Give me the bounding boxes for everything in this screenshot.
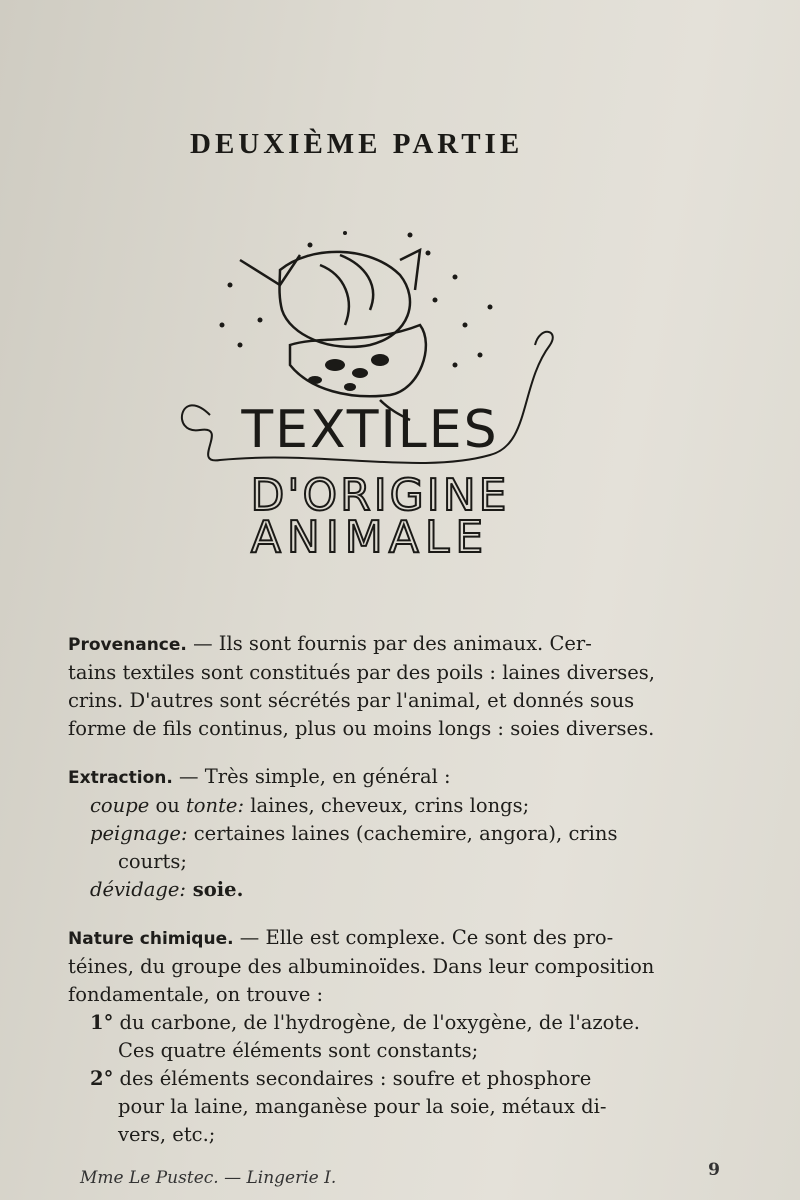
emblem-line-textiles: TEXTILES [241,400,499,460]
nature-item-1-cont: Ces quatre éléments sont constants; [118,1039,479,1062]
textiles-emblem-illustration [170,215,570,565]
emblem-line-animale: ANIMALE [250,512,490,563]
item-2-number: 2° [90,1067,114,1090]
nature-label: Nature chimique. [68,929,234,949]
page-number: 9 [708,1160,720,1180]
item-1-number: 1° [90,1011,114,1034]
word-ou: ou [149,794,186,817]
extraction-devidage-line [68,876,728,904]
term-tonte: tonte: [185,794,245,817]
flower-butterfly-icon [240,250,426,420]
provenance-paragraph [68,630,728,743]
provenance-line-2: tains textiles sont constitués par des poils : laines diverses, [68,661,655,684]
emblem-line-origine: D'ORIGINE [250,470,510,521]
nature-item-2-cont-1: pour la laine, manganèse pour la soie, métaux di- [118,1095,607,1118]
item-2-text: des éléments secondaires : soufre et phosphore [113,1067,592,1090]
nature-line-2: téines, du groupe des albuminoïdes. Dans leur composition [68,955,655,978]
page-footer [80,1160,720,1188]
butterfly-wing-marks [308,354,389,391]
term-devidage: dévidage: [90,878,186,901]
term-peignage: peignage: [90,822,188,845]
item-1-text: du carbone, de l'hydrogène, de l'oxygène, de l'azote. [113,1011,640,1034]
footer-running-title: Mme Le Pustec. — Lingerie I. [80,1168,337,1188]
devidage-text: soie. [185,878,244,901]
provenance-line-3: crins. D'autres sont sécrétés par l'animal, et donnés sous [68,689,635,712]
nature-item-2-cont-2: vers, etc.; [118,1123,216,1146]
extraction-intro: — Très simple, en général : [172,765,451,788]
extraction-coupe-line [68,792,728,820]
peignage-continuation: courts; [118,850,187,873]
provenance-line-1: — Ils sont fournis par des animaux. Cer- [186,632,592,655]
extraction-label: Extraction. [68,768,173,788]
nature-line-1: — Elle est complexe. Ce sont des pro- [233,926,614,949]
term-coupe: coupe [90,794,150,817]
extraction-paragraph [68,763,728,904]
provenance-label: Provenance. [68,635,187,655]
nature-item-1 [68,1009,728,1037]
extraction-peignage-line [68,820,728,848]
nature-chimique-paragraph [68,924,728,1149]
part-title: DEUXIÈME PARTIE [190,128,524,160]
tonte-text: laines, cheveux, crins longs; [244,794,530,817]
nature-item-2 [68,1065,728,1093]
body-text [68,630,728,1169]
nature-line-3: fondamentale, on trouve : [68,983,324,1006]
provenance-line-4: forme de fils continus, plus ou moins longs : soies diverses. [68,717,655,740]
peignage-text: certaines laines (cachemire, angora), crins [187,822,618,845]
